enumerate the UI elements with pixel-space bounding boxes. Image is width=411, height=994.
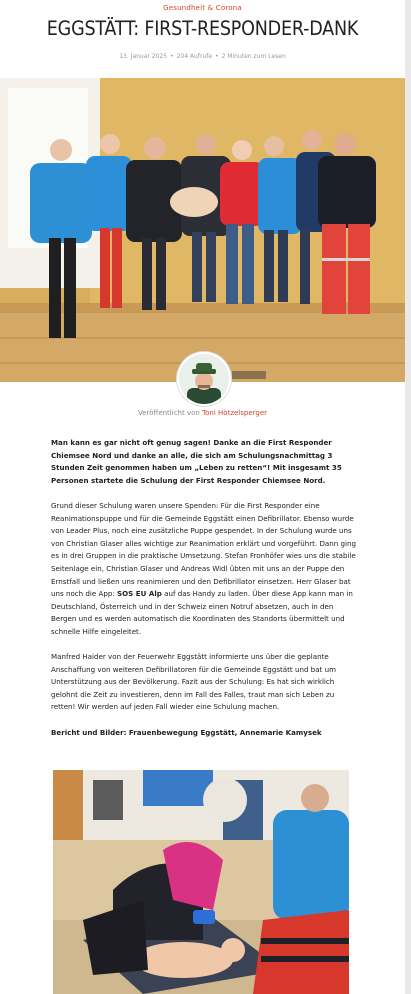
paragraph-fire-department: Manfred Haider von der Feuerwehr Eggstätt informierte uns über die geplante Anschaffung von weiteren Defibrillatoren für die Gemeinde Eggstätt und bat um Unterstützung aus der Bevölkerung. Fazit aus der Schulung: Es hat sich wirklich gelohnt die Zeit zu investieren, denn im Fall des Falles, traut man sich Leben zu retten! Wir werden auf jeden Fall wieder eine Schulung machen. [51,652,336,712]
view-count: 204 Aufrufe [176,53,213,60]
training-photo-illustration [53,770,349,994]
article-image-training[interactable] [53,770,349,994]
author-portrait-illustration [179,354,229,404]
byline [0,409,405,417]
byline-prefix: Veröffentlicht von [137,409,200,417]
author-link[interactable]: Toni Hötzelsperger [202,409,268,417]
scrollbar-track[interactable] [405,0,411,994]
lead-paragraph: Man kann es gar nicht oft genug sagen! Danke an die First Responder Chiemsee Nord und danke an alle, die sich am Schulungsnachmittag 3 Stunden Zeit genommen haben um „Leben zu retten“! Mit insgesamt 35 Personen startete die Schulung der First Responder Chiemsee Nord. [51,438,342,485]
author-avatar[interactable] [177,352,231,406]
paragraph-text: auf das Handy zu laden. Über diese App kann man in Deutschland, Österreich und in der Schweiz einen Notruf absetzen, auch in den Bergen und es werden automatisch die Koordinaten des Standorts übermittelt und schnelle Hilfe eingeleitet. [51,589,353,636]
post-date: 13. Januar 2025 [119,53,168,60]
read-time: 2 Minuten zum Lesen [221,53,286,60]
app-name: SOS EU Alp [117,589,162,599]
paragraph-training [51,500,356,639]
featured-image[interactable] [0,78,405,382]
meta-separator: • [170,53,174,60]
category-link[interactable]: Gesundheit & Corona [163,4,242,12]
group-photo-illustration [0,78,405,382]
page-title: EGGSTÄTT: FIRST-RESPONDER-DANK [46,17,359,40]
article-body [51,437,356,752]
photo-credits: Bericht und Bilder: Frauenbewegung Eggstätt, Annemarie Kamysek [51,727,322,737]
paragraph-text: Grund dieser Schulung waren unsere Spenden: Für die First Responder eine Reanimationspuppe und für die Gemeinde Eggstätt einen Defibrillator. Ebenso wurde von Leader Plus, noch eine zusätzliche Puppe gespendet. In der Schulung wurde uns von Christian Glaser alles wichtige zur Reanimation erklärt und vorgeführt. Dann ging es in drei Gruppen in die praktische Umsetzung. Stefan Fronhöfer wies uns die stabile Seitenlage ein, Christian Glaser und Andreas Widl übten mit uns an der Puppe den Ernstfall und ließen uns reanimieren und den Defibrillator einsetzen. Herr Glaser bat uns noch die App: [51,500,356,599]
post-meta [0,53,405,60]
meta-separator: • [215,53,219,60]
